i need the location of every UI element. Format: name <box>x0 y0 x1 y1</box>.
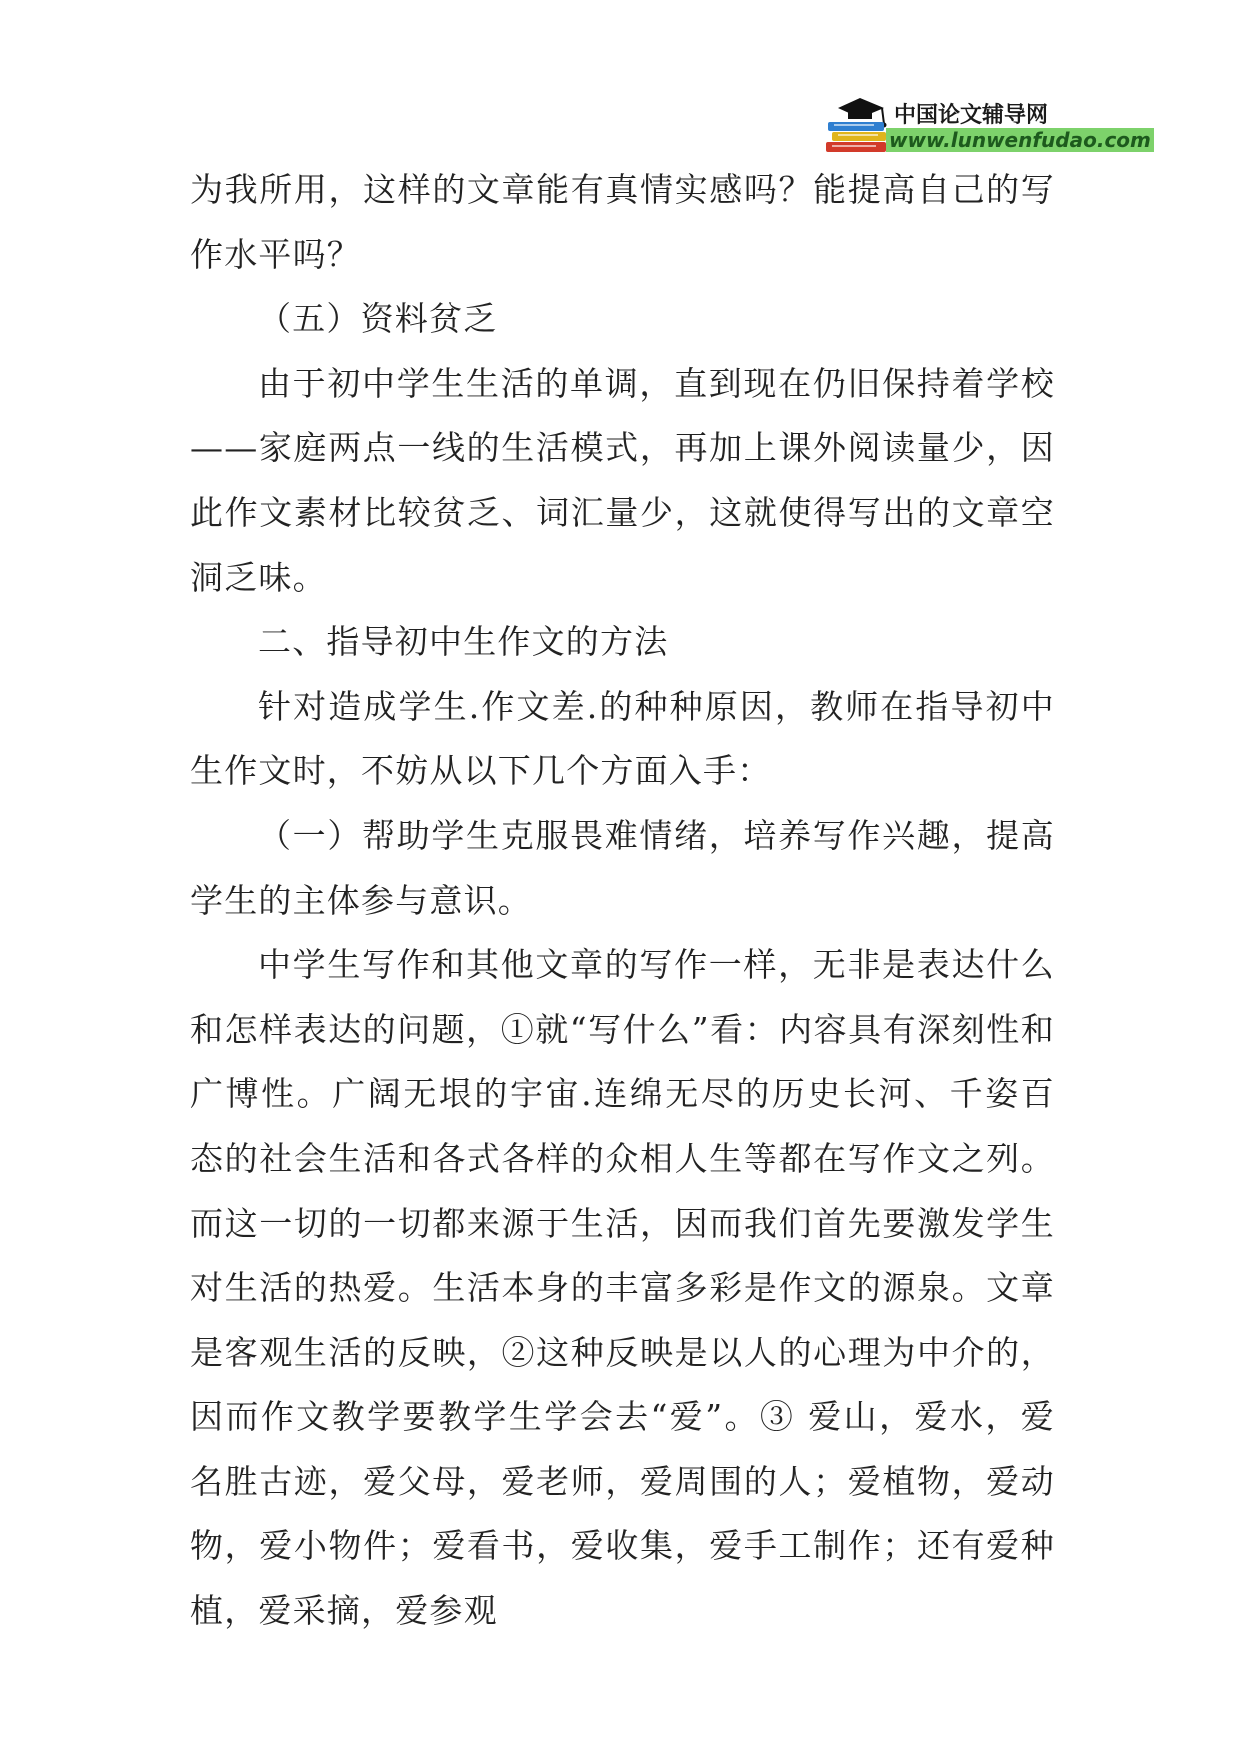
document-body <box>190 158 1055 1644</box>
logo-name: 中国论文辅导网 <box>894 103 1049 128</box>
section-heading: （一）帮助学生克服畏难情绪，培养写作兴趣，提高学生的主体参与意识。 <box>190 815 1055 920</box>
paragraph: 针对造成学生.作文差.的种种原因，教师在指导初中生作文时，不妨从以下几个方面入手： <box>190 686 1055 791</box>
paragraph: 中学生写作和其他文章的写作一样，无非是表达什么和怎样表达的问题，①就“写什么”看：内容具有深刻性和广博性。广阔无垠的宇宙.连绵无尽的历史长河、千姿百态的社会生活和各式各样的众相人生等都在写作文之列。而这一切的一切都来源于生活，因而我们首先要激发学生对生活的热爱。生活本身的丰富多彩是作文的源泉。文章是客观生活的反映，②这种反映是以人的心理为中介的，因而作文教学要教学生学会去“爱”。③ 爱山，爱水，爱名胜古迹，爱父母，爱老师，爱周围的人；爱植物，爱动物，爱小物件；爱看书，爱收集，爱手工制作；还有爱种植，爱采摘，爱参观 <box>190 945 1055 1631</box>
section-heading: 二、指导初中生作文的方法 <box>258 622 669 662</box>
site-logo <box>826 94 1151 156</box>
logo-url: www.lunwenfudao.com <box>886 128 1154 152</box>
paragraph: 为我所用，这样的文章能有真情实感吗？能提高自己的写作水平吗？ <box>190 170 1055 274</box>
section-heading: （五）资料贫乏 <box>258 299 498 339</box>
paragraph: 由于初中学生生活的单调，直到现在仍旧保持着学校——家庭两点一线的生活模式，再加上课外阅读量少，因此作文素材比较贫乏、词汇量少，这就使得写出的文章空洞乏味。 <box>190 363 1055 597</box>
